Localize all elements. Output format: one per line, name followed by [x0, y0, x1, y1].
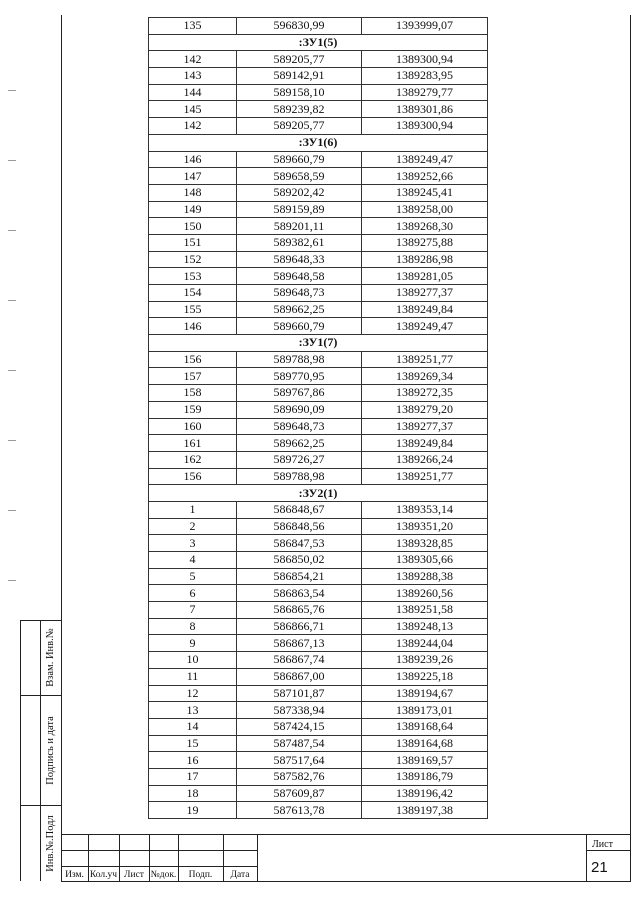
section-title: :ЗУ1(7)	[149, 335, 488, 352]
x-coordinate-cell: 589662,25	[237, 435, 362, 452]
x-coordinate-cell: 586867,00	[237, 668, 362, 685]
y-coordinate-cell: 1389260,56	[362, 585, 488, 602]
table-row	[149, 435, 488, 452]
x-coordinate-cell: 589205,77	[237, 51, 362, 68]
table-row	[149, 301, 488, 318]
x-coordinate-cell: 589660,79	[237, 318, 362, 335]
point-number-cell: 147	[149, 168, 237, 185]
y-coordinate-cell: 1389301,86	[362, 101, 488, 118]
y-coordinate-cell: 1389239,26	[362, 652, 488, 669]
point-number-cell: 6	[149, 585, 237, 602]
point-number-cell: 154	[149, 285, 237, 302]
table-row	[149, 518, 488, 535]
table-row	[149, 234, 488, 251]
y-coordinate-cell: 1389251,77	[362, 468, 488, 485]
y-coordinate-cell: 1389249,84	[362, 301, 488, 318]
x-coordinate-cell: 589662,25	[237, 301, 362, 318]
x-coordinate-cell: 589142,91	[237, 68, 362, 85]
title-block	[61, 834, 631, 882]
y-coordinate-cell: 1389300,94	[362, 51, 488, 68]
x-coordinate-cell: 589660,79	[237, 151, 362, 168]
point-number-cell: 19	[149, 802, 237, 819]
x-coordinate-cell: 589201,11	[237, 218, 362, 235]
y-coordinate-cell: 1389186,79	[362, 768, 488, 785]
table-row	[149, 84, 488, 101]
x-coordinate-cell: 586865,76	[237, 602, 362, 619]
table-row	[149, 652, 488, 669]
table-row	[149, 451, 488, 468]
y-coordinate-cell: 1389194,67	[362, 685, 488, 702]
table-row	[149, 785, 488, 802]
point-number-cell: 143	[149, 68, 237, 85]
x-coordinate-cell: 589648,73	[237, 418, 362, 435]
y-coordinate-cell: 1389245,41	[362, 184, 488, 201]
x-coordinate-cell: 589770,95	[237, 368, 362, 385]
point-number-cell: 3	[149, 535, 237, 552]
table-row	[149, 635, 488, 652]
coordinates-table	[148, 17, 488, 819]
table-row	[149, 768, 488, 785]
y-coordinate-cell: 1389272,35	[362, 385, 488, 402]
x-coordinate-cell: 589788,98	[237, 351, 362, 368]
podpis-data-label: Подпись и дата	[45, 715, 57, 785]
y-coordinate-cell: 1389277,37	[362, 285, 488, 302]
table-row	[149, 118, 488, 135]
section-title: :ЗУ1(5)	[149, 34, 488, 51]
table-row	[149, 68, 488, 85]
x-coordinate-cell: 587338,94	[237, 702, 362, 719]
table-row	[149, 385, 488, 402]
x-coordinate-cell: 586850,02	[237, 552, 362, 569]
y-coordinate-cell: 1389197,38	[362, 802, 488, 819]
x-coordinate-cell: 587517,64	[237, 752, 362, 769]
point-number-cell: 7	[149, 602, 237, 619]
x-coordinate-cell: 589382,61	[237, 234, 362, 251]
sheet-label: Лист	[592, 839, 613, 850]
table-row	[149, 735, 488, 752]
point-number-cell: 142	[149, 51, 237, 68]
y-coordinate-cell: 1389169,57	[362, 752, 488, 769]
y-coordinate-cell: 1389283,95	[362, 68, 488, 85]
x-coordinate-cell: 587424,15	[237, 718, 362, 735]
y-coordinate-cell: 1389275,88	[362, 234, 488, 251]
x-coordinate-cell: 589726,27	[237, 451, 362, 468]
x-coordinate-cell: 589648,33	[237, 251, 362, 268]
coordinates-table-body	[149, 18, 488, 819]
point-number-cell: 153	[149, 268, 237, 285]
table-row	[149, 535, 488, 552]
y-coordinate-cell: 1389164,68	[362, 735, 488, 752]
point-number-cell: 160	[149, 418, 237, 435]
x-coordinate-cell: 589159,89	[237, 201, 362, 218]
x-coordinate-cell: 587487,54	[237, 735, 362, 752]
y-coordinate-cell: 1389249,47	[362, 318, 488, 335]
y-coordinate-cell: 1389279,20	[362, 401, 488, 418]
point-number-cell: 10	[149, 652, 237, 669]
y-coordinate-cell: 1389173,01	[362, 702, 488, 719]
table-row	[149, 418, 488, 435]
point-number-cell: 158	[149, 385, 237, 402]
x-coordinate-cell: 586848,56	[237, 518, 362, 535]
x-coordinate-cell: 589648,73	[237, 285, 362, 302]
point-number-cell: 16	[149, 752, 237, 769]
x-coordinate-cell: 586866,71	[237, 618, 362, 635]
table-row	[149, 268, 488, 285]
col-podp: Подп.	[188, 869, 213, 880]
point-number-cell: 4	[149, 552, 237, 569]
table-row	[149, 151, 488, 168]
table-row	[149, 802, 488, 819]
table-row	[149, 218, 488, 235]
x-coordinate-cell: 596830,99	[237, 18, 362, 35]
table-row	[149, 602, 488, 619]
section-header-row	[149, 335, 488, 352]
point-number-cell: 11	[149, 668, 237, 685]
point-number-cell: 17	[149, 768, 237, 785]
point-number-cell: 15	[149, 735, 237, 752]
point-number-cell: 146	[149, 318, 237, 335]
section-title: :ЗУ2(1)	[149, 485, 488, 502]
vzam-inv-label: Взам. Инв.№	[45, 628, 57, 687]
y-coordinate-cell: 1389252,66	[362, 168, 488, 185]
table-row	[149, 101, 488, 118]
point-number-cell: 152	[149, 251, 237, 268]
x-coordinate-cell: 589788,98	[237, 468, 362, 485]
x-coordinate-cell: 586847,53	[237, 535, 362, 552]
table-row	[149, 702, 488, 719]
y-coordinate-cell: 1389353,14	[362, 501, 488, 518]
x-coordinate-cell: 589690,09	[237, 401, 362, 418]
y-coordinate-cell: 1389249,47	[362, 151, 488, 168]
point-number-cell: 14	[149, 718, 237, 735]
y-coordinate-cell: 1389288,38	[362, 568, 488, 585]
x-coordinate-cell: 589205,77	[237, 118, 362, 135]
table-row	[149, 552, 488, 569]
col-ndok: №док.	[150, 869, 177, 880]
table-row	[149, 401, 488, 418]
x-coordinate-cell: 586854,21	[237, 568, 362, 585]
sheet-number: 21	[591, 859, 608, 876]
table-row	[149, 668, 488, 685]
y-coordinate-cell: 1393999,07	[362, 18, 488, 35]
y-coordinate-cell: 1389279,77	[362, 84, 488, 101]
point-number-cell: 142	[149, 118, 237, 135]
point-number-cell: 161	[149, 435, 237, 452]
section-header-row	[149, 485, 488, 502]
point-number-cell: 18	[149, 785, 237, 802]
table-row	[149, 168, 488, 185]
table-row	[149, 618, 488, 635]
x-coordinate-cell: 587101,87	[237, 685, 362, 702]
point-number-cell: 13	[149, 702, 237, 719]
table-row	[149, 318, 488, 335]
point-number-cell: 146	[149, 151, 237, 168]
y-coordinate-cell: 1389258,00	[362, 201, 488, 218]
table-row	[149, 585, 488, 602]
x-coordinate-cell: 589239,82	[237, 101, 362, 118]
y-coordinate-cell: 1389277,37	[362, 418, 488, 435]
side-stamp	[20, 620, 60, 881]
y-coordinate-cell: 1389168,64	[362, 718, 488, 735]
point-number-cell: 145	[149, 101, 237, 118]
point-number-cell: 150	[149, 218, 237, 235]
x-coordinate-cell: 589648,58	[237, 268, 362, 285]
y-coordinate-cell: 1389244,04	[362, 635, 488, 652]
col-data: Дата	[230, 869, 250, 880]
table-row	[149, 468, 488, 485]
x-coordinate-cell: 587582,76	[237, 768, 362, 785]
y-coordinate-cell: 1389268,30	[362, 218, 488, 235]
frame-right-border	[630, 15, 631, 881]
point-number-cell: 156	[149, 351, 237, 368]
inv-podl-label: Инв.№.Подл	[45, 814, 57, 872]
y-coordinate-cell: 1389196,42	[362, 785, 488, 802]
frame-left-border	[61, 15, 62, 881]
point-number-cell: 12	[149, 685, 237, 702]
section-header-row	[149, 134, 488, 151]
point-number-cell: 155	[149, 301, 237, 318]
x-coordinate-cell: 587609,87	[237, 785, 362, 802]
scan-margin-marks	[4, 70, 18, 870]
y-coordinate-cell: 1389248,13	[362, 618, 488, 635]
col-kol-uch: Кол.уч	[89, 869, 118, 880]
point-number-cell: 157	[149, 368, 237, 385]
y-coordinate-cell: 1389286,98	[362, 251, 488, 268]
point-number-cell: 9	[149, 635, 237, 652]
point-number-cell: 159	[149, 401, 237, 418]
point-number-cell: 5	[149, 568, 237, 585]
point-number-cell: 2	[149, 518, 237, 535]
table-row	[149, 251, 488, 268]
point-number-cell: 162	[149, 451, 237, 468]
table-row	[149, 718, 488, 735]
x-coordinate-cell: 589767,86	[237, 385, 362, 402]
y-coordinate-cell: 1389269,34	[362, 368, 488, 385]
x-coordinate-cell: 587613,78	[237, 802, 362, 819]
point-number-cell: 1	[149, 501, 237, 518]
point-number-cell: 148	[149, 184, 237, 201]
x-coordinate-cell: 586848,67	[237, 501, 362, 518]
x-coordinate-cell: 589158,10	[237, 84, 362, 101]
table-row	[149, 351, 488, 368]
table-row	[149, 201, 488, 218]
x-coordinate-cell: 586863,54	[237, 585, 362, 602]
point-number-cell: 144	[149, 84, 237, 101]
y-coordinate-cell: 1389266,24	[362, 451, 488, 468]
table-row	[149, 18, 488, 35]
section-header-row	[149, 34, 488, 51]
table-row	[149, 568, 488, 585]
point-number-cell: 8	[149, 618, 237, 635]
y-coordinate-cell: 1389300,94	[362, 118, 488, 135]
table-row	[149, 685, 488, 702]
table-row	[149, 285, 488, 302]
point-number-cell: 151	[149, 234, 237, 251]
x-coordinate-cell: 586867,74	[237, 652, 362, 669]
y-coordinate-cell: 1389281,05	[362, 268, 488, 285]
point-number-cell: 149	[149, 201, 237, 218]
y-coordinate-cell: 1389351,20	[362, 518, 488, 535]
x-coordinate-cell: 586867,13	[237, 635, 362, 652]
table-row	[149, 501, 488, 518]
table-row	[149, 752, 488, 769]
x-coordinate-cell: 589202,42	[237, 184, 362, 201]
y-coordinate-cell: 1389328,85	[362, 535, 488, 552]
table-row	[149, 184, 488, 201]
y-coordinate-cell: 1389225,18	[362, 668, 488, 685]
x-coordinate-cell: 589658,59	[237, 168, 362, 185]
col-izm: Изм.	[65, 869, 84, 880]
y-coordinate-cell: 1389251,58	[362, 602, 488, 619]
y-coordinate-cell: 1389249,84	[362, 435, 488, 452]
y-coordinate-cell: 1389305,66	[362, 552, 488, 569]
point-number-cell: 156	[149, 468, 237, 485]
y-coordinate-cell: 1389251,77	[362, 351, 488, 368]
section-title: :ЗУ1(6)	[149, 134, 488, 151]
col-list: Лист	[124, 869, 144, 880]
point-number-cell: 135	[149, 18, 237, 35]
table-row	[149, 51, 488, 68]
table-row	[149, 368, 488, 385]
